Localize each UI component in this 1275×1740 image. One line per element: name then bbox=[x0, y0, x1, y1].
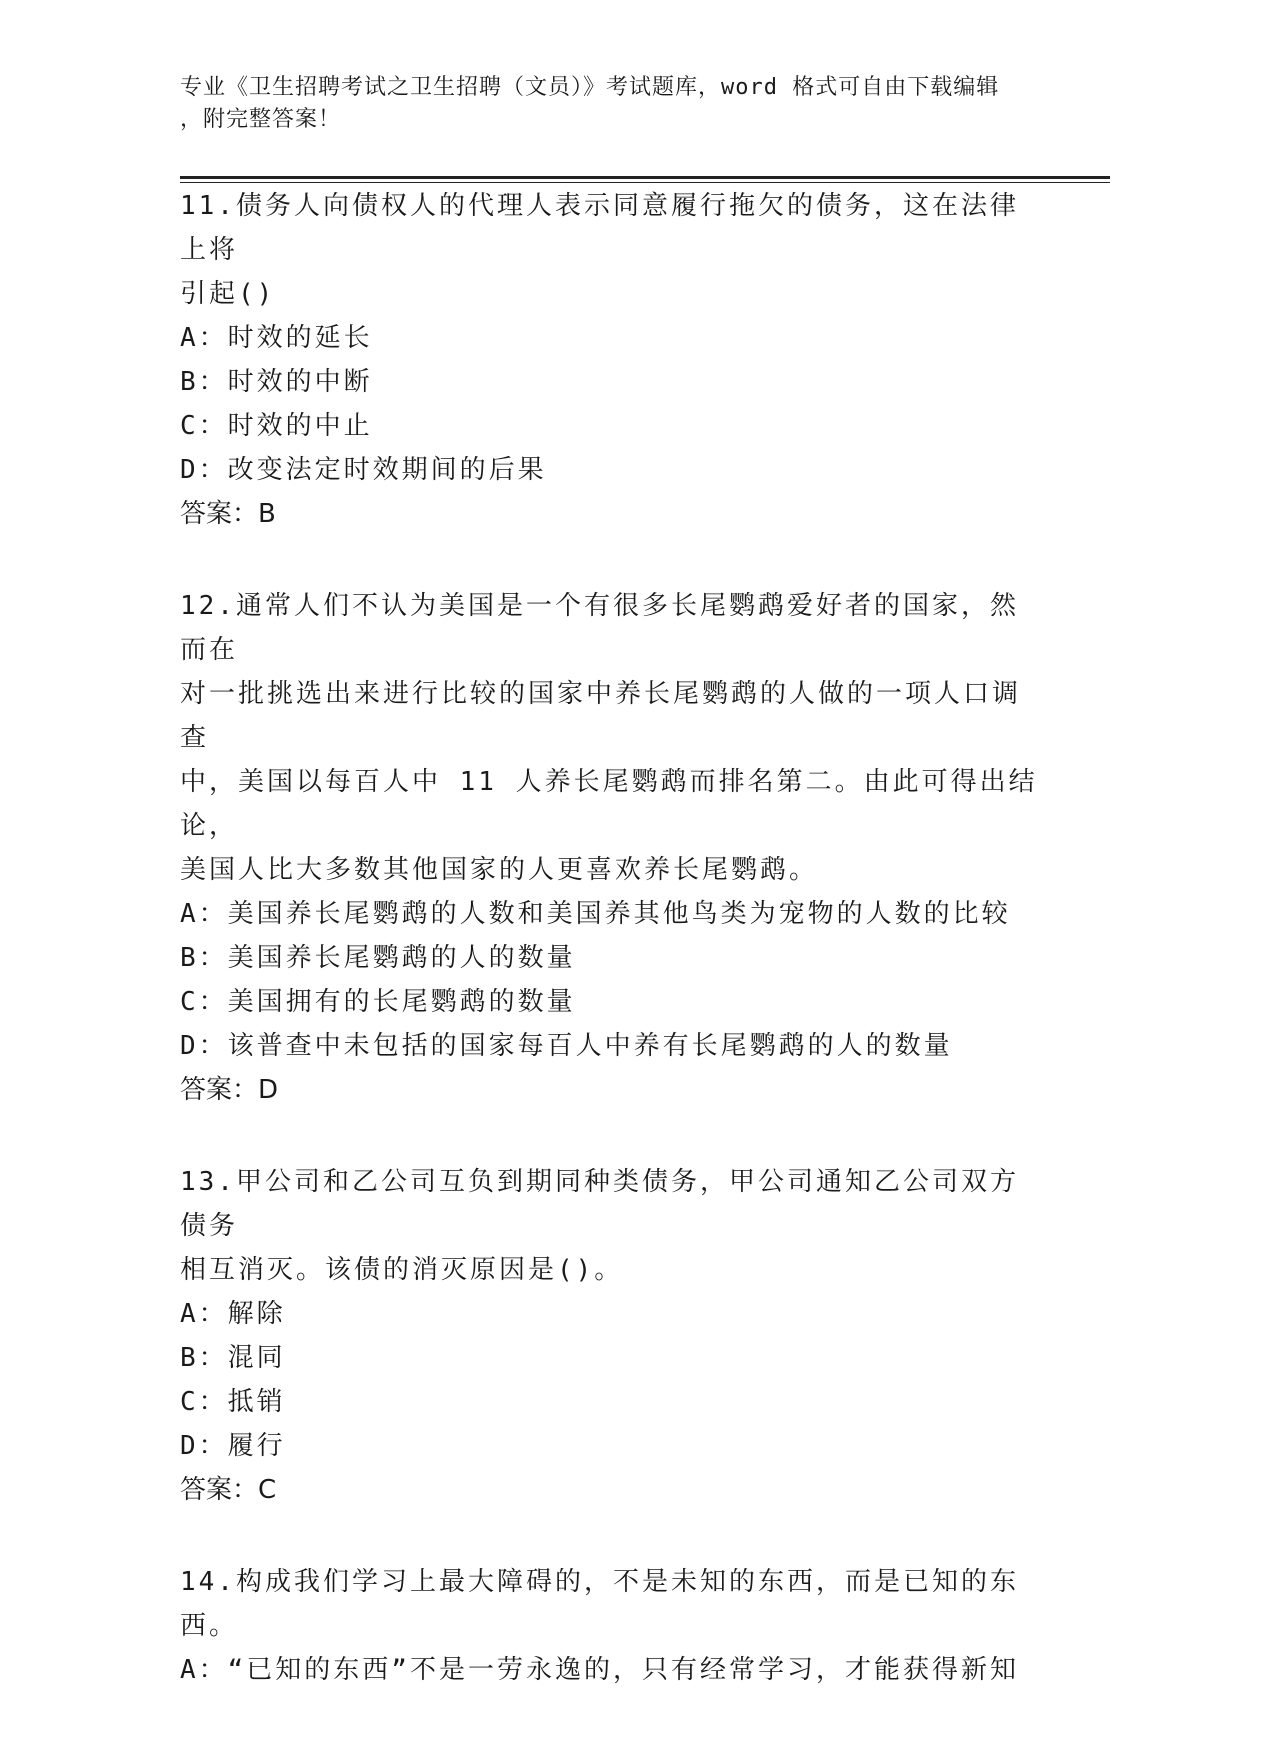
option-a: A：时效的延长 bbox=[180, 323, 373, 353]
header-divider-thick bbox=[180, 176, 1110, 179]
answer-line: 答案：D bbox=[180, 1075, 279, 1105]
question-13 bbox=[180, 1160, 1040, 1512]
header-divider-thin bbox=[180, 182, 1110, 183]
question-stem-line: 12.通常人们不认为美国是一个有很多长尾鹦鹉爱好者的国家，然而在 bbox=[180, 591, 1019, 665]
option-a: A：美国养长尾鹦鹉的人数和美国养其他鸟类为宠物的人数的比较 bbox=[180, 899, 1011, 929]
question-stem-line: 对一批挑选出来进行比较的国家中养长尾鹦鹉的人做的一项人口调查 bbox=[180, 679, 1022, 753]
option-b: B：时效的中断 bbox=[180, 367, 373, 397]
question-stem-line: 14.构成我们学习上最大障碍的，不是未知的东西，而是已知的东西。 bbox=[180, 1567, 1019, 1641]
question-stem-line: 中，美国以每百人中 11 人养长尾鹦鹉而排名第二。由此可得出结论， bbox=[180, 767, 1038, 841]
question-stem-line: 相互消灭。该债的消灭原因是()。 bbox=[180, 1255, 624, 1285]
answer-line: 答案：B bbox=[180, 499, 276, 529]
option-d: D：该普查中未包括的国家每百人中养有长尾鹦鹉的人的数量 bbox=[180, 1031, 953, 1061]
question-stem-line: 13.甲公司和乙公司互负到期同种类债务，甲公司通知乙公司双方债务 bbox=[180, 1167, 1019, 1241]
question-stem-line: 美国人比大多数其他国家的人更喜欢养长尾鹦鹉。 bbox=[180, 855, 819, 885]
option-c: C：时效的中止 bbox=[180, 411, 373, 441]
header-line-2: ，附完整答案！ bbox=[180, 107, 342, 132]
document-header bbox=[180, 72, 1080, 136]
option-c: C：抵销 bbox=[180, 1387, 286, 1417]
question-list bbox=[180, 184, 1040, 1740]
header-line-1: 专业《卫生招聘考试之卫生招聘（文员）》考试题库，word 格式可自由下载编辑 bbox=[180, 75, 1000, 100]
option-c: C：美国拥有的长尾鹦鹉的数量 bbox=[180, 987, 576, 1017]
option-b: B：美国养长尾鹦鹉的人的数量 bbox=[180, 943, 576, 973]
option-b: B：混同 bbox=[180, 1343, 286, 1373]
question-stem-line: 引起() bbox=[180, 279, 276, 309]
option-d: D：改变法定时效期间的后果 bbox=[180, 455, 547, 485]
option-d: D：履行 bbox=[180, 1431, 286, 1461]
option-a: A：解除 bbox=[180, 1299, 286, 1329]
option-a: A：“已知的东西”不是一劳永逸的，只有经常学习，才能获得新知 bbox=[180, 1655, 1019, 1685]
question-12 bbox=[180, 584, 1040, 1112]
answer-line: 答案：C bbox=[180, 1475, 277, 1505]
question-14 bbox=[180, 1560, 1040, 1692]
question-11 bbox=[180, 184, 1040, 536]
question-stem-line: 11.债务人向债权人的代理人表示同意履行拖欠的债务，这在法律上将 bbox=[180, 191, 1019, 265]
